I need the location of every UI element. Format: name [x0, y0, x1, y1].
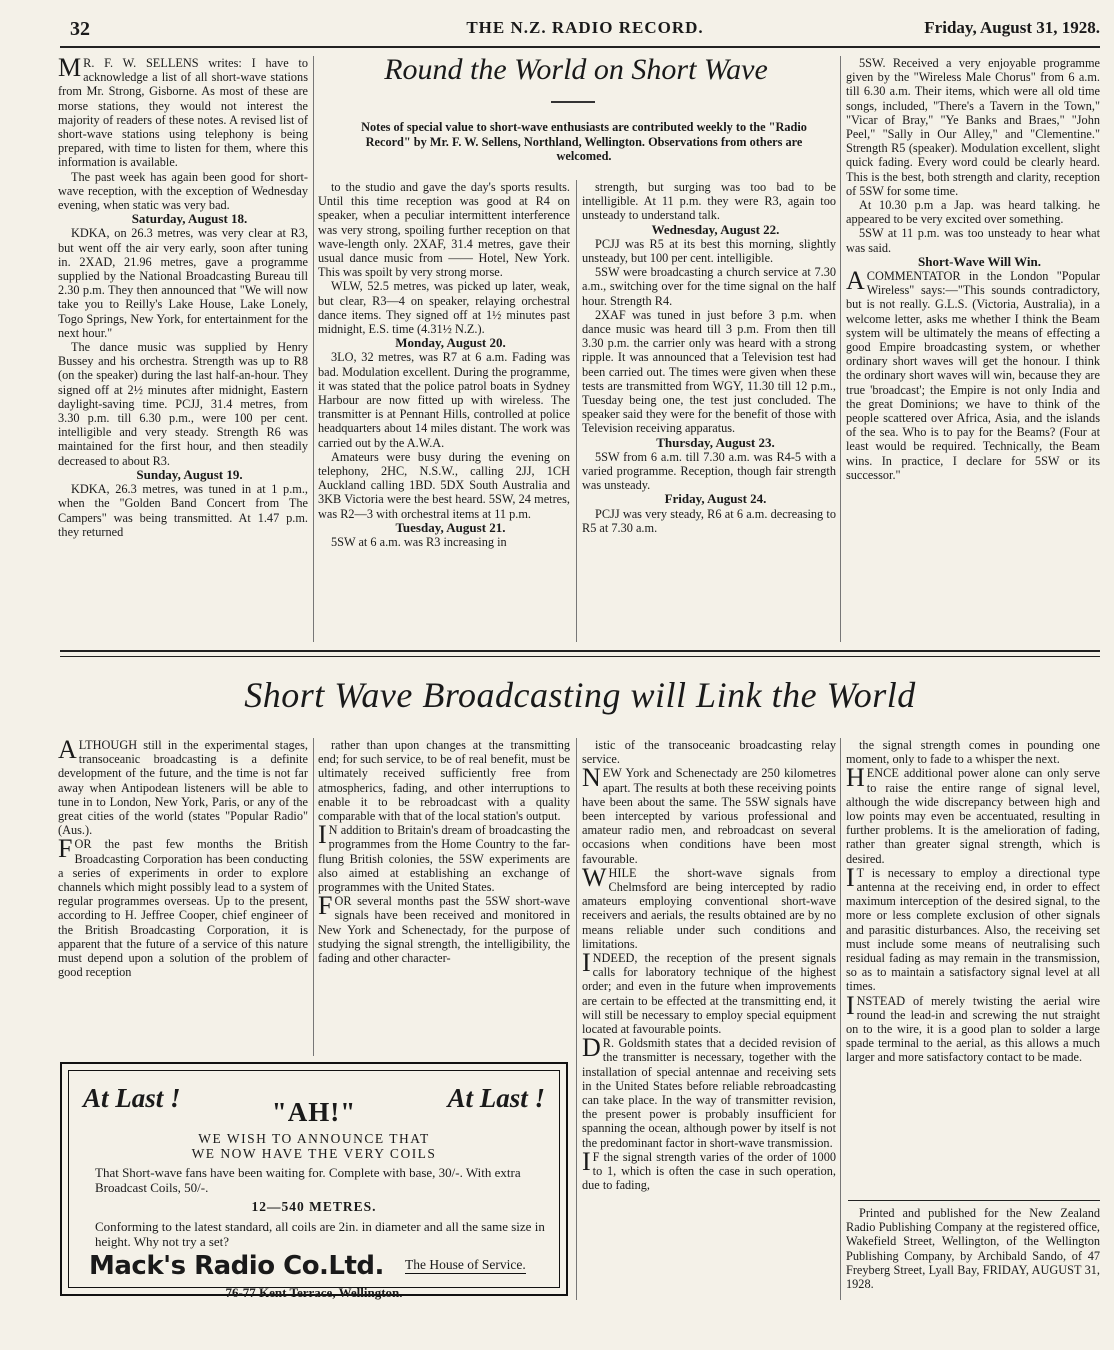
drop-cap: I: [318, 820, 327, 850]
paragraph: 3LO, 32 metres, was R7 at 6 a.m. Fading was bad. Modulation excellent. During the programme, it was stated that the police patrol boats in Sydney Harbour are now fitted up with wireless. The transmitter is at Pennant Hills, controlled at police headquarters about 14 miles distant. The work was carried out by the A.W.A.: [318, 350, 570, 450]
advertisement: [60, 1062, 568, 1300]
paragraph: INSTEAD of merely twisting the aerial wire round the lead-in and screwing the nut straight on to the wire, it is a good plan to solder a large spade terminal to the aerial, as this allows a much larger and more satisfactory contact to be made.: [846, 990, 1100, 1065]
imprint: [846, 1206, 1100, 1302]
paragraph: WLW, 52.5 metres, was picked up later, weak, but clear, R3—4 on speaker, relaying orchestral dance items. They signed off at 1½ minutes past midnight, E.S. time (4.31½ N.Z.).: [318, 279, 570, 337]
drop-cap: A: [846, 266, 865, 296]
section-rule: [60, 656, 1100, 657]
drop-cap: A: [58, 738, 77, 764]
drop-cap: F: [58, 834, 73, 864]
ad-ah: "AH!": [271, 1097, 357, 1127]
page-header: [70, 10, 1100, 44]
ad-at-last-right: At Last !: [447, 1083, 545, 1113]
column-rule: [313, 738, 314, 1056]
paragraph: strength, but surging was too bad to be intelligible. At 11 p.m. they were R3, again too unsteady to understand talk.: [582, 180, 836, 223]
drop-cap: F: [318, 891, 333, 921]
ad-address: 76-77 Kent Terrace, Wellington.: [225, 1285, 403, 1300]
paragraph: HENCE additional power alone can only serve to raise the entire range of signal level, although the wide discrepancy between high and low points may even be accentuated, resulting in further problems. It is the amelioration of fading, rather than greater signal strength, which is desired.: [846, 763, 1100, 866]
ad-announce-line-1: WE WISH TO ANNOUNCE THAT: [198, 1131, 430, 1146]
subheading: Thursday, August 23.: [656, 434, 775, 450]
ad-announce-line-2: WE NOW HAVE THE VERY COILS: [191, 1146, 437, 1161]
paragraph: A COMMENTATOR in the London "Popular Wireless" says:—"This sounds contradictory, but is not really. G.L.S. (Victoria, Australia), in a welcome letter, asks me whether I think the Beam system will be ultimately the means of effecting a good Empire broadcasting system, or whether ordinary short waves will get the honour. I think the ordinary short waves will win, because they are true 'broadcast'; the Empire is not only India and the great Dominions; we have to think of the people scattered over Africa, Asia, and the islands of the sea. Who is to pay for the Beams? (Four at least would be required. Technically, the Beam wins. In practice, I declare for 5SW or its successor.": [846, 266, 1100, 482]
ad-body-2: Conforming to the latest standard, all coils are 2in. in diameter and all the same size in height. Why not try a set?: [95, 1219, 545, 1249]
paragraph: WHILE the short-wave signals from Chelmsford are being intercepted by radio amateurs employing conventional short-wave receivers and aerials, the results obtained are by no means reliable under such conditions and limitations.: [582, 862, 836, 951]
paragraph: I N addition to Britain's dream of broadcasting the programmes from the Home Country to the far-flung British colonies, the 5SW experiments are also aimed at establishing an exchange of programmes with the United States.: [318, 820, 570, 895]
drop-cap: H: [846, 763, 865, 793]
paragraph: istic of the transoceanic broadcasting relay service.: [582, 738, 836, 767]
article2-column-4: [846, 738, 1100, 1198]
paragraph: Amateurs were busy during the evening on telephony, 2HC, N.S.W., calling 2JJ, 1CH Auckland calling 1BD. 5DX South Australia and 3KB Victoria were the best heard. 5SW, 24 metres, was R2—3 with orchestral items at 11 p.m.: [318, 449, 570, 521]
paragraph: 5SW. Received a very enjoyable programme given by the "Wireless Male Chorus" from 6 a.m. till 6.30 a.m. Their items, which were all old time songs, included, "There's a Tavern in the Town," "Vicar of Bray," "Ye Banks and Braes," "John Peel," "Sally in Our Alley," and "Clementine." Strength R5 (speaker). Modulation excellent, slight quick fading. Every word could be clearly heard. This is the best, both strength and clarity, reception of 5SW for some time.: [846, 56, 1100, 198]
paragraph: PCJJ was very steady, R6 at 6 a.m. decreasing to R5 at 7.30 a.m.: [582, 506, 836, 535]
paragraph: rather than upon changes at the transmitting end; for such service, to be of real benefit, must be ultimately received sufficiently free from atmospherics, fading, and other interruptions to enable it to be rebroadcast with a quality comparable with that of the local station's output.: [318, 738, 570, 824]
paragraph: 5SW at 11 p.m. was too unsteady to hear what was said.: [846, 226, 1100, 255]
paragraph: 5SW were broadcasting a church service at 7.30 a.m., switching over for the time signal on the half hour. Strength R4.: [582, 265, 836, 308]
paragraph: KDKA, 26.3 metres, was tuned in at 1 p.m., when the "Golden Band Concert from The Campers" was being transmitted. At 1.47 p.m. they returned: [58, 482, 308, 539]
column-rule: [576, 738, 577, 1300]
paragraph: 2XAF was tuned in just before 3 p.m. when dance music was heard till 3 p.m. From then till 3.30 p.m. the carrier only was heard with a strong ripple. It was announced that a Television test had been carried out. The times were given when these tests are transmitted from WGY, 11.30 till 12 p.m., Tuesday being one, the test just concluded. The speaker said they were for the benefit of those with Television receiving apparatus.: [582, 307, 836, 436]
article1-title: Round the World on Short Wave: [384, 53, 768, 86]
column-rule: [313, 56, 314, 642]
section-rule: [60, 650, 1100, 652]
paragraph: At 10.30 p.m a Jap. was heard talking. he appeared to be very excited over something.: [846, 198, 1100, 227]
masthead: THE N.Z. RADIO RECORD.: [466, 18, 704, 37]
paragraph: PCJJ was R5 at its best this morning, slightly unsteady, but 100 per cent. intelligible.: [582, 236, 836, 266]
drop-cap: W: [582, 862, 607, 892]
article2-column-1: [58, 738, 308, 1056]
paragraph: I F the signal strength varies of the order of 1000 to 1, which is often the case in such operation, due to fading,: [582, 1146, 836, 1193]
drop-cap: I: [846, 990, 855, 1020]
ad-brand: Mack's Radio Co.Ltd.: [89, 1251, 384, 1281]
paragraph: to the studio and gave the day's sports results. Until this time reception was good at R4 on speaker, when a peculiar intermittent interference was very strong, spoiling further reception on that wave-length only. 2XAF, 31.4 metres, gave their usual dance music from —— Hotel, New York. This was spoilt by very strong morse.: [318, 180, 570, 280]
drop-cap: D: [582, 1033, 601, 1063]
article1-notes: Notes of special value to short-wave enthusiasts are contributed weekly to the "Radio Record" by Mr. F. W. Sellens, Northland, Wellington. Observations from others are welcomed.: [361, 120, 807, 164]
article1-column-1: [58, 56, 308, 642]
subheading: Short-Wave Will Win.: [918, 253, 1041, 269]
drop-cap: I: [582, 1146, 591, 1176]
paragraph: I T is necessary to employ a directional type antenna at the receiving end, in order to effect maximum interception of the desired signal, to the more or less complete exclusion of other signals and parasitic disturbances. Also, the receiving set must include some means of neutralising such residual fading as may remain in the transmission, so as to maintain a satisfactory signal level at all times.: [846, 862, 1100, 994]
subheading: Monday, August 20.: [395, 335, 506, 351]
article1-column-4: [846, 56, 1100, 642]
page-number: 32: [70, 18, 90, 40]
column-rule: [840, 56, 841, 642]
paragraph: 5SW from 6 a.m. till 7.30 a.m. was R4-5 with a varied programme. Reception, though fair strength was unsteady.: [582, 449, 836, 493]
article2-column-3: [582, 738, 836, 1300]
subheading: Tuesday, August 21.: [395, 519, 506, 535]
paragraph: The dance music was supplied by Henry Bussey and his orchestra. Strength was up to R8 (on the speaker) during the last half-an-hour. They signed off at 2½ minutes after midnight, Eastern daylight-saving time. PCJJ, 31.4 metres, from 3.30 p.m. till 6.30 p.m., were 100 per cent. intelligible and very steady. Strength R6 was maintained for the first hour, and then steadily decreased to about R3.: [58, 340, 308, 468]
paragraph: D R. Goldsmith states that a decided revision of the transmitter is necessary, together with the installation of special antennae and receiving sets in the United States before reliable rebroadcasting can take place. In the way of transmitter revision, the present power is probably insufficient for spanning the ocean, although power by itself is not the predominant factor in short-wave transmission.: [582, 1033, 836, 1150]
paragraph: M R. F. W. SELLENS writes: I have to acknowledge a list of all short-wave stations from Mr. Strong, Gisborne. As most of these are morse stations, they would not interest the majority of readers of these notes. A revised list of short-wave stations using telephony is being prepared, with time to listen for them, where this information is available.: [58, 56, 308, 170]
ad-body-1: That Short-wave fans have been waiting for. Complete with base, 30/-. With extra Broadcast Coils, 50/-.: [95, 1165, 521, 1195]
paragraph: KDKA, on 26.3 metres, was very clear at R3, but went off the air very early, soon after tuning in. 2XAD, 21.96 metres, gave a programme supplied by the National Broadcasting Bureau till 2.30 p.m. They then announced that "We will now take you to Reilly's Lake House, Lake Lonely, Togo Springs, New York, for entertainment for the next hour.": [58, 226, 308, 340]
paragraph: INDEED, the reception of the present signals calls for laboratory technique of the highest order; and even in the future when improvements are certain to be effected at the transmitting end, it will still be necessary to employ special equipment located at favourable points.: [582, 948, 836, 1037]
ad-frame: [68, 1070, 560, 1300]
drop-cap: I: [582, 948, 591, 978]
subheading: Sunday, August 19.: [136, 466, 243, 482]
paragraph: the signal strength comes in pounding one moment, only to fade to a whisper the next.: [846, 738, 1100, 767]
article1-column-3: [582, 180, 836, 642]
issue-date: Friday, August 31, 1928.: [924, 18, 1100, 37]
article1-column-2: [318, 180, 570, 642]
paragraph: FOR several months past the 5SW short-wave signals have been received and monitored in New York and Schenectady, for the purpose of studying the signal strength, the intelligibility, the fading and other character-: [318, 891, 570, 966]
imprint-rule: [848, 1200, 1100, 1201]
subheading: Friday, August 24.: [664, 491, 767, 507]
column-rule: [840, 738, 841, 1300]
header-rule: [60, 46, 1100, 48]
column-rule: [576, 180, 577, 642]
paragraph: NEW York and Schenectady are 250 kilometres apart. The results at both these receiving points have been about the same. The 5SW signals have been intercepted by various professional and amateur radio men, and rebroadcast on several occasions when conditions have been most favourable.: [582, 763, 836, 866]
ad-slogan: The House of Service.: [405, 1257, 526, 1272]
drop-cap: I: [846, 862, 855, 892]
ad-at-last-left: At Last !: [83, 1083, 181, 1113]
subheading: Saturday, August 18.: [131, 211, 248, 227]
imprint-text: Printed and published for the New Zealand Radio Publishing Company at the registered office, Wakefield Street, Wellington, of the Wellington Publishing Company, by Archibald Sando, of 47 Freyberg Street, Lyall Bay, FRIDAY, AUGUST 31, 1928.: [846, 1206, 1100, 1292]
drop-cap: N: [582, 763, 601, 793]
title-rule: [551, 101, 595, 103]
paragraph: 5SW at 6 a.m. was R3 increasing in: [331, 535, 507, 550]
ad-announcement: [69, 1131, 559, 1161]
article2-column-2: [318, 738, 570, 1056]
drop-cap: M: [58, 56, 82, 82]
ad-range: 12—540 METRES.: [251, 1199, 377, 1214]
paragraph: The past week has again been good for short-wave reception, with the exception of Wednesday evening, when static was very bad.: [58, 169, 308, 213]
subheading: Wednesday, August 22.: [651, 221, 780, 237]
paragraph: FOR the past few months the British Broadcasting Corporation has been conducting a series of experiments in order to explore channels which might possibly lead to a system of regular programmes overseas. Up to the present, according to H. Jeffree Cooper, chief engineer of the British Broadcasting Corporation, it is apparent that the future of a service of this nature must depend upon a solution of the problem of good reception: [58, 834, 308, 980]
paragraph: ALTHOUGH still in the experimental stages, transoceanic broadcasting is a definite development of the future, and the time is not far away when Antipodean listeners will be able to tune in to London, New York, Paris, or any of the great cities of the world (states "Popular Radio" (Aus.).: [58, 738, 308, 838]
article2-title: Short Wave Broadcasting will Link the World: [244, 675, 916, 715]
